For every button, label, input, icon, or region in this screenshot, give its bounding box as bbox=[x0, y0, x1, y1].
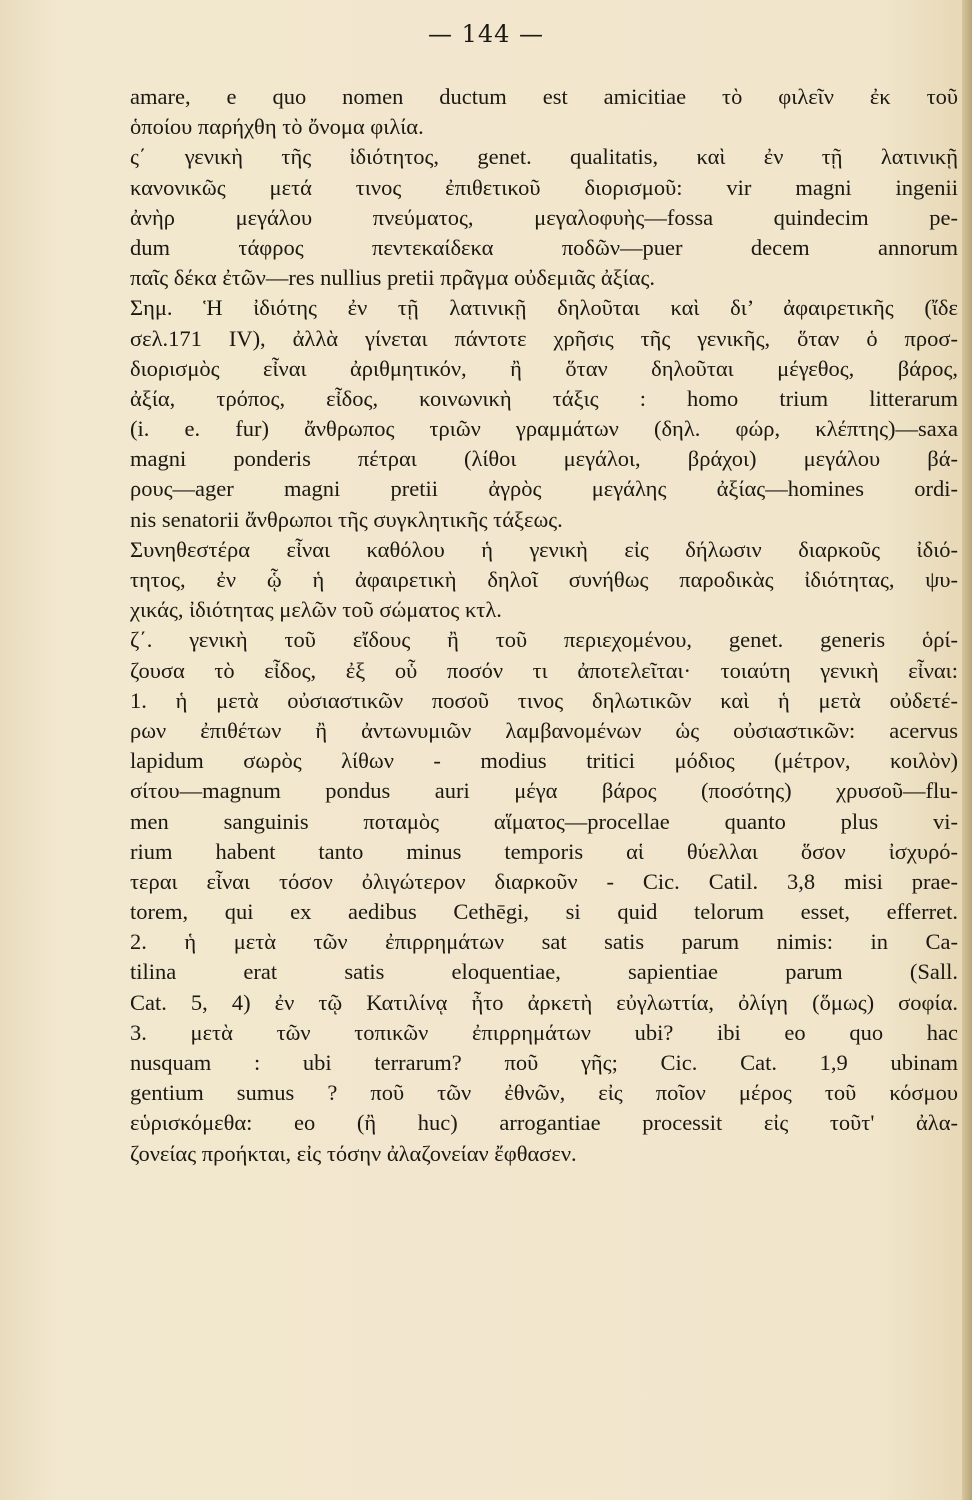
text-line: τεραι εἶναι τόσον ὀλιγώτερον διαρκοῦν - Cic. Catil. 3,8 misi prae- bbox=[130, 868, 958, 894]
text-line: κανονικῶς μετά τινος ἐπιθετικοῦ διορισμοῦ: vir magni ingenii bbox=[130, 174, 958, 200]
text-line: ρους—ager magni pretii ἀγρὸς μεγάλης ἀξίας—homines ordi- bbox=[130, 476, 958, 502]
text-line: ρων ἐπιθέτων ἢ ἀντωνυμιῶν λαμβανομένων ὡς οὐσιαστικῶν: acervus bbox=[130, 717, 958, 743]
text-line: torem, qui ex aedibus Cethēgi, si quid telorum esset, efferret. bbox=[130, 899, 958, 925]
page-number: — 144 — bbox=[427, 20, 545, 48]
text-line: Cat. 5, 4) ἐν τῷ Κατιλίνᾳ ἦτο ἀρκετὴ εὐγλωττία, ὀλίγη (ὅμως) σοφία. bbox=[130, 989, 958, 1015]
text-line: εὑρισκόμεθα: eo (ἢ huc) arrogantiae processit εἰς τοῦτ' ἀλα- bbox=[130, 1110, 958, 1136]
text-line: ὁποίου παρήχθη τὸ ὄνομα φιλία. bbox=[130, 114, 424, 140]
text-line: ζουσα τὸ εἶδος, ἐξ οὗ ποσόν τι ἀποτελεῖται· τοιαύτη γενικὴ εἶναι: bbox=[130, 657, 958, 683]
text-line: nis senatorii ἄνθρωποι τῆς συγκλητικῆς τάξεως. bbox=[130, 506, 563, 532]
text-line: (i. e. fur) ἄνθρωπος τριῶν γραμμάτων (δηλ. φώρ, κλέπτης)—saxa bbox=[130, 416, 958, 442]
text-line: σελ.171 IV), ἀλλὰ γίνεται πάντοτε χρῆσις τῆς γενικῆς, ὅταν ὁ προσ- bbox=[130, 325, 958, 351]
text-line: ζ΄. γενικὴ τοῦ εἴδους ἢ τοῦ περιεχομένου, genet. generis ὁρί- bbox=[130, 627, 958, 653]
text-line: dum τάφρος πεντεκαίδεκα ποδῶν—puer decem annorum bbox=[130, 234, 958, 260]
text-line: nusquam : ubi terrarum? ποῦ γῆς; Cic. Cat. 1,9 ubinam bbox=[130, 1050, 958, 1075]
text-line: 3. μετὰ τῶν τοπικῶν ἐπιρρημάτων ubi? ibi eo quo hac bbox=[130, 1019, 958, 1045]
body-text bbox=[130, 82, 958, 1169]
text-line: σίτου—magnum pondus auri μέγα βάρος (ποσότης) χρυσοῦ—flu- bbox=[130, 778, 958, 804]
text-line: Σημ. Ἡ ἰδιότης ἐν τῇ λατινικῇ δηλοῦται καὶ δι’ ἀφαιρετικῆς (ἴδε bbox=[130, 295, 958, 321]
text-line: ζονείας προήκται, εἰς τόσην ἀλαζονείαν ἔφθασεν. bbox=[130, 1140, 577, 1166]
text-line: 1. ἡ μετὰ οὐσιαστικῶν ποσοῦ τινος δηλωτικῶν καὶ ἡ μετὰ οὐδετέ- bbox=[130, 687, 958, 713]
text-line: amare, e quo nomen ductum est amicitiae τὸ φιλεῖν ἐκ τοῦ bbox=[130, 84, 958, 109]
text-line: lapidum σωρὸς λίθων - modius tritici μόδιος (μέτρον, κοιλὸν) bbox=[130, 748, 958, 774]
text-line: τητος, ἐν ᾧ ἡ ἀφαιρετικὴ δηλοῖ συνήθως παροδικὰς ἰδιότητας, ψυ- bbox=[130, 567, 958, 592]
text-line: ς΄ γενικὴ τῆς ἰδιότητος, genet. qualitatis, καὶ ἐν τῇ λατινικῇ bbox=[130, 144, 958, 170]
text-line: ἀξία, τρόπος, εἶδος, κοινωνικὴ τάξις : homo trium litterarum bbox=[130, 385, 958, 411]
text-line: tilina erat satis eloquentiae, sapientiae parum (Sall. bbox=[130, 959, 958, 985]
text-line: rium habent tanto minus temporis αἱ θύελλαι ὅσον ἰσχυρό- bbox=[130, 838, 958, 864]
page-edge bbox=[962, 0, 972, 1500]
text-line: 2. ἡ μετὰ τῶν ἐπιρρημάτων sat satis parum nimis: in Ca- bbox=[130, 929, 958, 955]
text-line: Συνηθεστέρα εἶναι καθόλου ἡ γενικὴ εἰς δήλωσιν διαρκοῦς ἰδιό- bbox=[130, 536, 958, 562]
text-line: ἀνὴρ μεγάλου πνεύματος, μεγαλοφυὴς—fossa quindecim pe- bbox=[130, 204, 958, 230]
text-line: magni ponderis πέτραι (λίθοι μεγάλοι, βράχοι) μεγάλου βά- bbox=[130, 446, 958, 472]
text-line: χικάς, ἰδιότητας μελῶν τοῦ σώματος κτλ. bbox=[130, 597, 502, 623]
text-line: διορισμὸς εἶναι ἀριθμητικόν, ἢ ὅταν δηλοῦται μέγεθος, βάρος, bbox=[130, 355, 958, 381]
text-line: men sanguinis ποταμὸς αἵματος—procellae quanto plus vi- bbox=[130, 808, 958, 834]
text-line: παῖς δέκα ἐτῶν—res nullius pretii πρᾶγμα οὐδεμιᾶς ἀξίας. bbox=[130, 265, 656, 291]
text-line: gentium sumus ? ποῦ τῶν ἐθνῶν, εἰς ποῖον μέρος τοῦ κόσμου bbox=[130, 1080, 958, 1106]
